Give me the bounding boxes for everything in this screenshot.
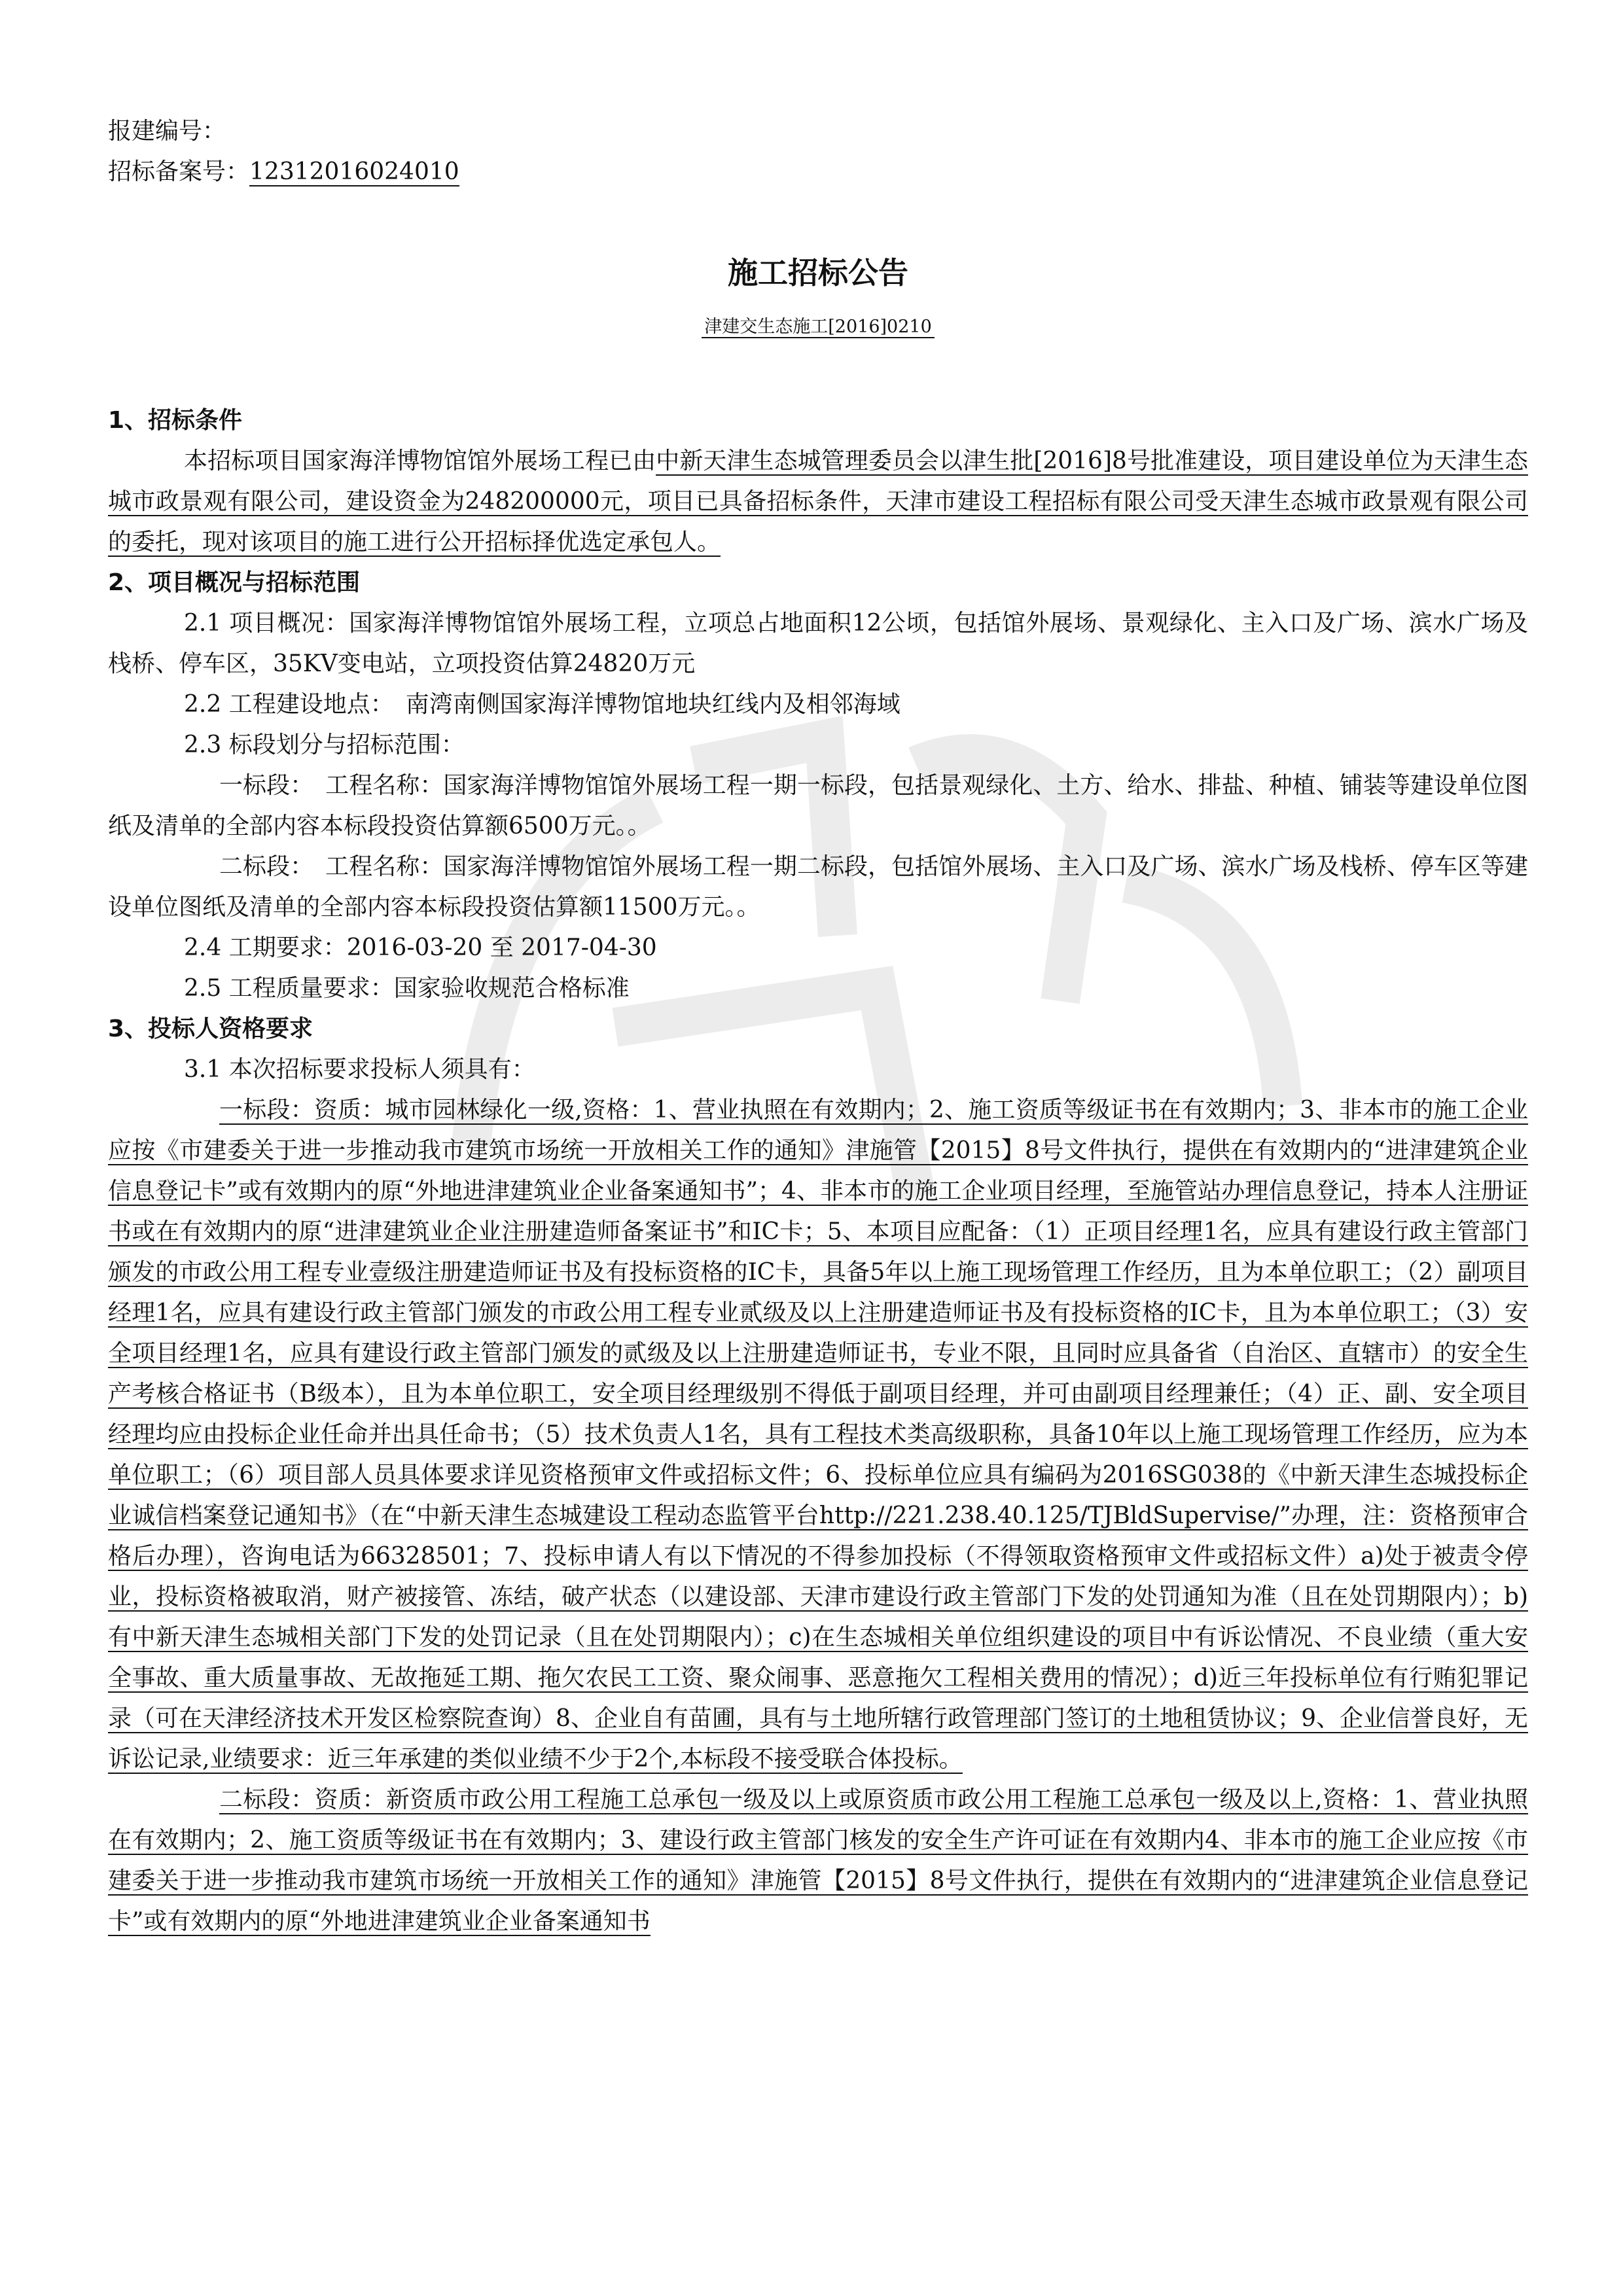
section-2-heading: 2、项目概况与招标范围	[108, 569, 361, 596]
project-overview: 2.1 项目概况：国家海洋博物馆馆外展场工程，立项总占地面积12公顷，包括馆外展场、景观绿化、主入口及广场、滨水广场及栈桥、停车区，35KV变电站，立项投资估算24820万元	[108, 610, 1528, 677]
section-1-heading: 1、招标条件	[108, 407, 243, 434]
section-3-heading: 3、投标人资格要求	[108, 1016, 313, 1042]
notice-body	[108, 400, 1528, 1942]
schedule-requirement: 2.4 工期要求：2016-03-20 至 2017-04-30	[184, 934, 657, 961]
quality-requirement: 2.5 工程质量要求：国家验收规范合格标准	[184, 975, 630, 1002]
section-1-paragraph: 本招标项目国家海洋博物馆馆外展场工程已由中新天津生态城管理委员会以津生批[2016]8号批准建设，项目建设单位为天津生态城市政景观有限公司，建设资金为248200000元，项目已具备招标条件，天津市建设工程招标有限公司受天津生态城市政景观有限公司的委托，现对该项目的施工进行公开招标择优选定承包人。	[108, 448, 1528, 556]
bidder-requirement-intro: 3.1 本次招标要求投标人须具有：	[184, 1056, 535, 1083]
document-number: 津建交生态施工[2016]0210	[108, 314, 1528, 340]
lot-1-requirements: 一标段：资质：城市园林绿化一级,资格：1、营业执照在有效期内；2、施工资质等级证书在有效期内；3、非本市的施工企业应按《市建委关于进一步推动我市建筑市场统一开放相关工作的通知》津施管【2015】8号文件执行，提供在有效期内的“进津建筑企业信息登记卡”或有效期内的原“外地进津建筑业企业备案通知书”；4、非本市的施工企业项目经理，至施管站办理信息登记，持本人注册证书或在有效期内的原“进津建筑业企业注册建造师备案证书”和IC卡；5、本项目应配备：（1）正项目经理1名，应具有建设行政主管部门颁发的市政公用工程专业壹级注册建造师证书及有投标资格的IC卡，具备5年以上施工现场管理工作经历，且为本单位职工；（2）副项目经理1名，应具有建设行政主管部门颁发的市政公用工程专业贰级及以上注册建造师证书及有投标资格的IC卡，且为本单位职工；（3）安全项目经理1名，应具有建设行政主管部门颁发的贰级及以上注册建造师证书，专业不限，且同时应具备省（自治区、直辖市）的安全生产考核合格证书（B级本），且为本单位职工，安全项目经理级别不得低于副项目经理，并可由副项目经理兼任；（4）正、副、安全项目经理均应由投标企业任命并出具任命书；（5）技术负责人1名，具有工程技术类高级职称，具备10年以上施工现场管理工作经历，应为本单位职工；（6）项目部人员具体要求详见资格预审文件或招标文件；6、投标单位应具有编码为2016SG038的《中新天津生态城投标企业诚信档案登记通知书》（在“中新天津生态城建设工程动态监管平台http://221.238.40.125/TJBldSupervise/”办理，注：资格预审合格后办理），咨询电话为66328501；7、投标申请人有以下情况的不得参加投标（不得领取资格预审文件或招标文件）a)处于被责令停业，投标资格被取消，财产被接管、冻结，破产状态（以建设部、天津市建设行政主管部门下发的处罚通知为准（且在处罚期限内）；b)有中新天津生态城相关部门下发的处罚记录（且在处罚期限内）；c)在生态城相关单位组织建设的项目中有诉讼情况、不良业绩（重大安全事故、重大质量事故、无故拖延工期、拖欠农民工工资、聚众闹事、恶意拖欠工程相关费用的情况）；d)近三年投标单位有行贿犯罪记录（可在天津经济技术开发区检察院查询）8、企业自有苗圃，具有与土地所辖行政管理部门签订的土地租赁协议；9、企业信誉良好，无诉讼记录,业绩要求：近三年承建的类似业绩不少于2个,本标段不接受联合体投标。	[108, 1097, 1528, 1773]
record-no-label: 招标备案号：	[108, 158, 250, 185]
lot-division: 2.3 标段划分与招标范围：	[184, 732, 465, 758]
project-location: 2.2 工程建设地点： 南湾南侧国家海洋博物馆地块红线内及相邻海域	[184, 691, 901, 718]
report-no	[108, 111, 1528, 152]
record-no	[108, 152, 1528, 192]
lot-2-requirements: 二标段：资质：新资质市政公用工程施工总承包一级及以上或原资质市政公用工程施工总承包一级及以上,资格：1、营业执照在有效期内；2、施工资质等级证书在有效期内；3、建设行政主管部门核发的安全生产许可证在有效期内4、非本市的施工企业应按《市建委关于进一步推动我市建筑市场统一开放相关工作的通知》津施管【2015】8号文件执行，提供在有效期内的“进津建筑企业信息登记卡”或有效期内的原“外地进津建筑业企业备案通知书	[108, 1786, 1528, 1935]
notice-page	[108, 111, 1528, 1942]
lot-2-scope: 二标段： 工程名称：国家海洋博物馆馆外展场工程一期二标段，包括馆外展场、主入口及广场、滨水广场及栈桥、停车区等建设单位图纸及清单的全部内容本标段投资估算额11500万元。。	[108, 853, 1528, 921]
lot-1-scope: 一标段： 工程名称：国家海洋博物馆馆外展场工程一期一标段，包括景观绿化、土方、给水、排盐、种植、铺装等建设单位图纸及清单的全部内容本标段投资估算额6500万元。。	[108, 772, 1528, 839]
page-title: 施工招标公告	[728, 255, 908, 291]
report-no-label: 报建编号：	[108, 118, 226, 145]
record-no-value: 12312016024010	[249, 158, 459, 185]
